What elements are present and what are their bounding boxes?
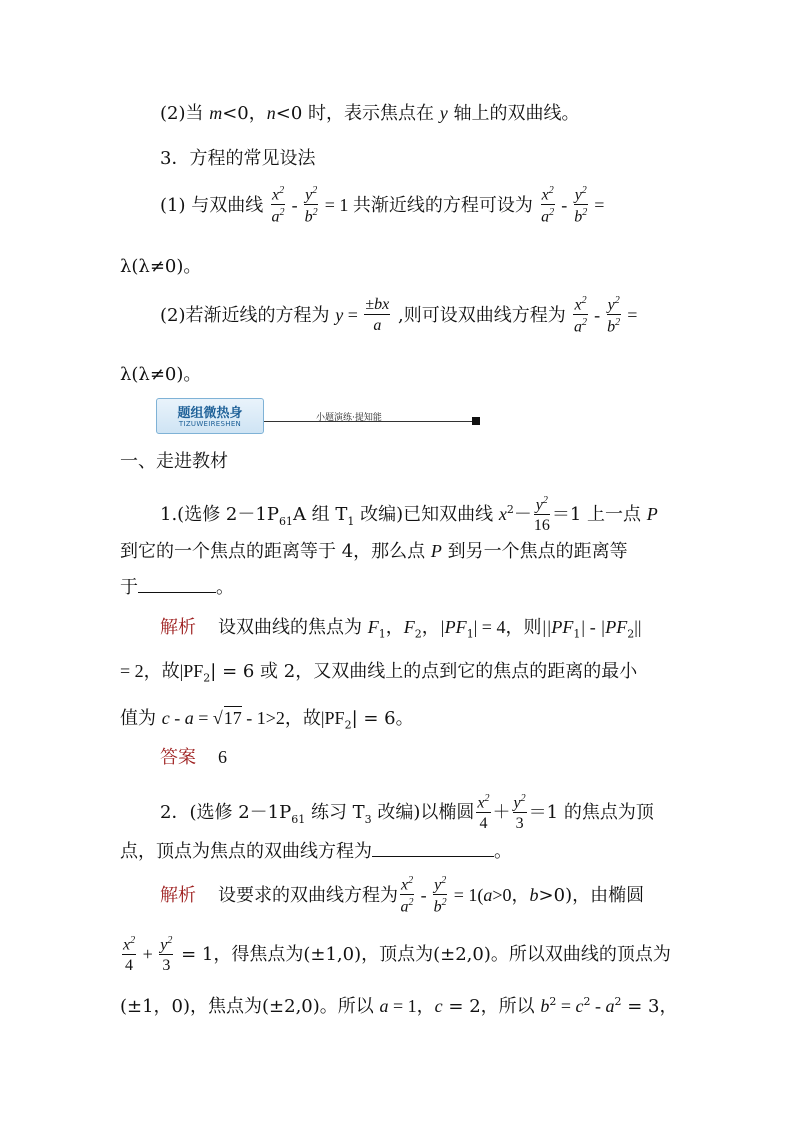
fraction-x2-a2-c: $\frac{x^2}{a^2}$ bbox=[574, 295, 588, 336]
fraction-x2-a2-d: $\frac{x^2}{a^2}$ bbox=[400, 875, 414, 916]
fraction-y2-3: $\frac{y^2}{3}$ bbox=[513, 793, 526, 833]
solution-1: 解析 设双曲线的焦点为 $F_1$，$F_2$，$|PF_1| = 4$，则$||PF_1| - |PF_2||$ bbox=[160, 617, 642, 641]
fraction-x2-4: $\frac{x^2}{4}$ bbox=[477, 793, 490, 833]
banner-end-square bbox=[472, 417, 480, 425]
question-1-line2: 到它的一个焦点的距离等于 4，那么点 P 到另一个焦点的距离等 bbox=[120, 541, 628, 562]
fraction-y2-b2-d: $\frac{y^2}{b^2}$ bbox=[433, 875, 447, 916]
fraction-y2-3-b: $\frac{y^2}{3}$ bbox=[160, 935, 173, 975]
banner-label: 小题演练·提知能 bbox=[316, 413, 382, 423]
section-heading-1: 一、走进教材 bbox=[120, 451, 228, 472]
banner-subtitle: TIZUWEIRESHEN bbox=[178, 420, 242, 428]
fraction-x2-a2: $\frac{x^2}{a^2}$ bbox=[271, 185, 285, 226]
fraction-y2-b2-c: $\frac{y^2}{b^2}$ bbox=[607, 295, 621, 336]
paragraph-asymptote-1: (1) 与双曲线 $\frac{x^2}{a^2}$ - $\frac{y^2}{b^2}$ = 1 共渐近线的方程可设为 $\frac{x^2}{a^2}$ - $\frac{y^2}{b^2}$ = bbox=[160, 185, 605, 226]
answer-1: 答案 6 bbox=[160, 747, 227, 768]
solution-tag: 解析 bbox=[160, 617, 196, 638]
question-1: 1.(选修 $2-1P_{61}A$ 组 $T_1$ 改编)已知双曲线 $x^2-$ $\frac{y^2}{16}$ ＝1 上一点 P bbox=[160, 495, 658, 535]
solution-2-line3: (±1，0)，焦点为(±2,0)。所以 a = 1，c = 2，所以 $b^2 = c^2 - a^2 = 3$， bbox=[120, 995, 678, 1017]
answer-blank-2 bbox=[372, 840, 494, 857]
paragraph-asymptote-1-cont: λ(λ≠0)。 bbox=[120, 256, 202, 277]
fraction-y2-b2: $\frac{y^2}{b^2}$ bbox=[304, 185, 318, 226]
fraction-x2-a2-b: $\frac{x^2}{a^2}$ bbox=[541, 185, 555, 226]
section-heading-3: 3．方程的常见设法 bbox=[160, 148, 316, 169]
solution-tag-2: 解析 bbox=[160, 884, 196, 906]
question-2: 2．(选修 $2-1P_{61}$ 练习 $T_3$ 改编)以椭圆 $\frac{x^2}{4}$ ＋ $\frac{y^2}{3}$ ＝1 的焦点为顶 bbox=[160, 793, 654, 833]
banner-badge bbox=[156, 398, 264, 434]
solution-2-line2: $\frac{x^2}{4}$ + $\frac{y^2}{3}$ = 1，得焦点为(±1,0)，顶点为(±2,0)。所以双曲线的顶点为 bbox=[123, 935, 671, 975]
paragraph-asymptote-2: (2)若渐近线的方程为 y = $\frac{\pm bx}{a}$ ,则可设双曲线方程为 $\frac{x^2}{a^2}$ - $\frac{y^2}{b^2}$ = bbox=[160, 295, 638, 336]
fraction-x2-4-b: $\frac{x^2}{4}$ bbox=[123, 935, 136, 975]
paragraph-case2: (2)当 m<0，n<0 时，表示焦点在 y 轴上的双曲线。 bbox=[160, 103, 580, 124]
answer-tag: 答案 bbox=[160, 747, 196, 768]
answer-blank-1 bbox=[138, 576, 216, 593]
paragraph-asymptote-2-cont: λ(λ≠0)。 bbox=[120, 364, 202, 385]
banner-title: 题组微热身 bbox=[177, 406, 243, 421]
solution-1-line2: = 2，故$|PF_2| = 6$ 或 2，又双曲线上的点到它的焦点的距离的最小 bbox=[120, 661, 638, 685]
fraction-b-a: $\frac{\pm bx}{a}$ bbox=[365, 296, 390, 335]
solution-1-line3: 值为 c - a = √17 - 1>2，故$|PF_2| = 6$。 bbox=[120, 708, 414, 732]
section-banner bbox=[156, 398, 484, 432]
solution-2: 解析 设要求的双曲线方程为 $\frac{x^2}{a^2}$ - $\frac{y^2}{b^2}$ = 1(a>0，b>0)，由椭圆 bbox=[160, 875, 645, 916]
fraction-y2-b2-b: $\frac{y^2}{b^2}$ bbox=[574, 185, 588, 226]
fraction-y2-16: $\frac{y^2}{16}$ bbox=[533, 495, 550, 535]
sqrt-symbol: √ bbox=[212, 708, 223, 728]
question-1-line3: 于 。 bbox=[120, 577, 234, 598]
question-2-line2: 点，顶点为焦点的双曲线方程为 。 bbox=[120, 841, 512, 862]
